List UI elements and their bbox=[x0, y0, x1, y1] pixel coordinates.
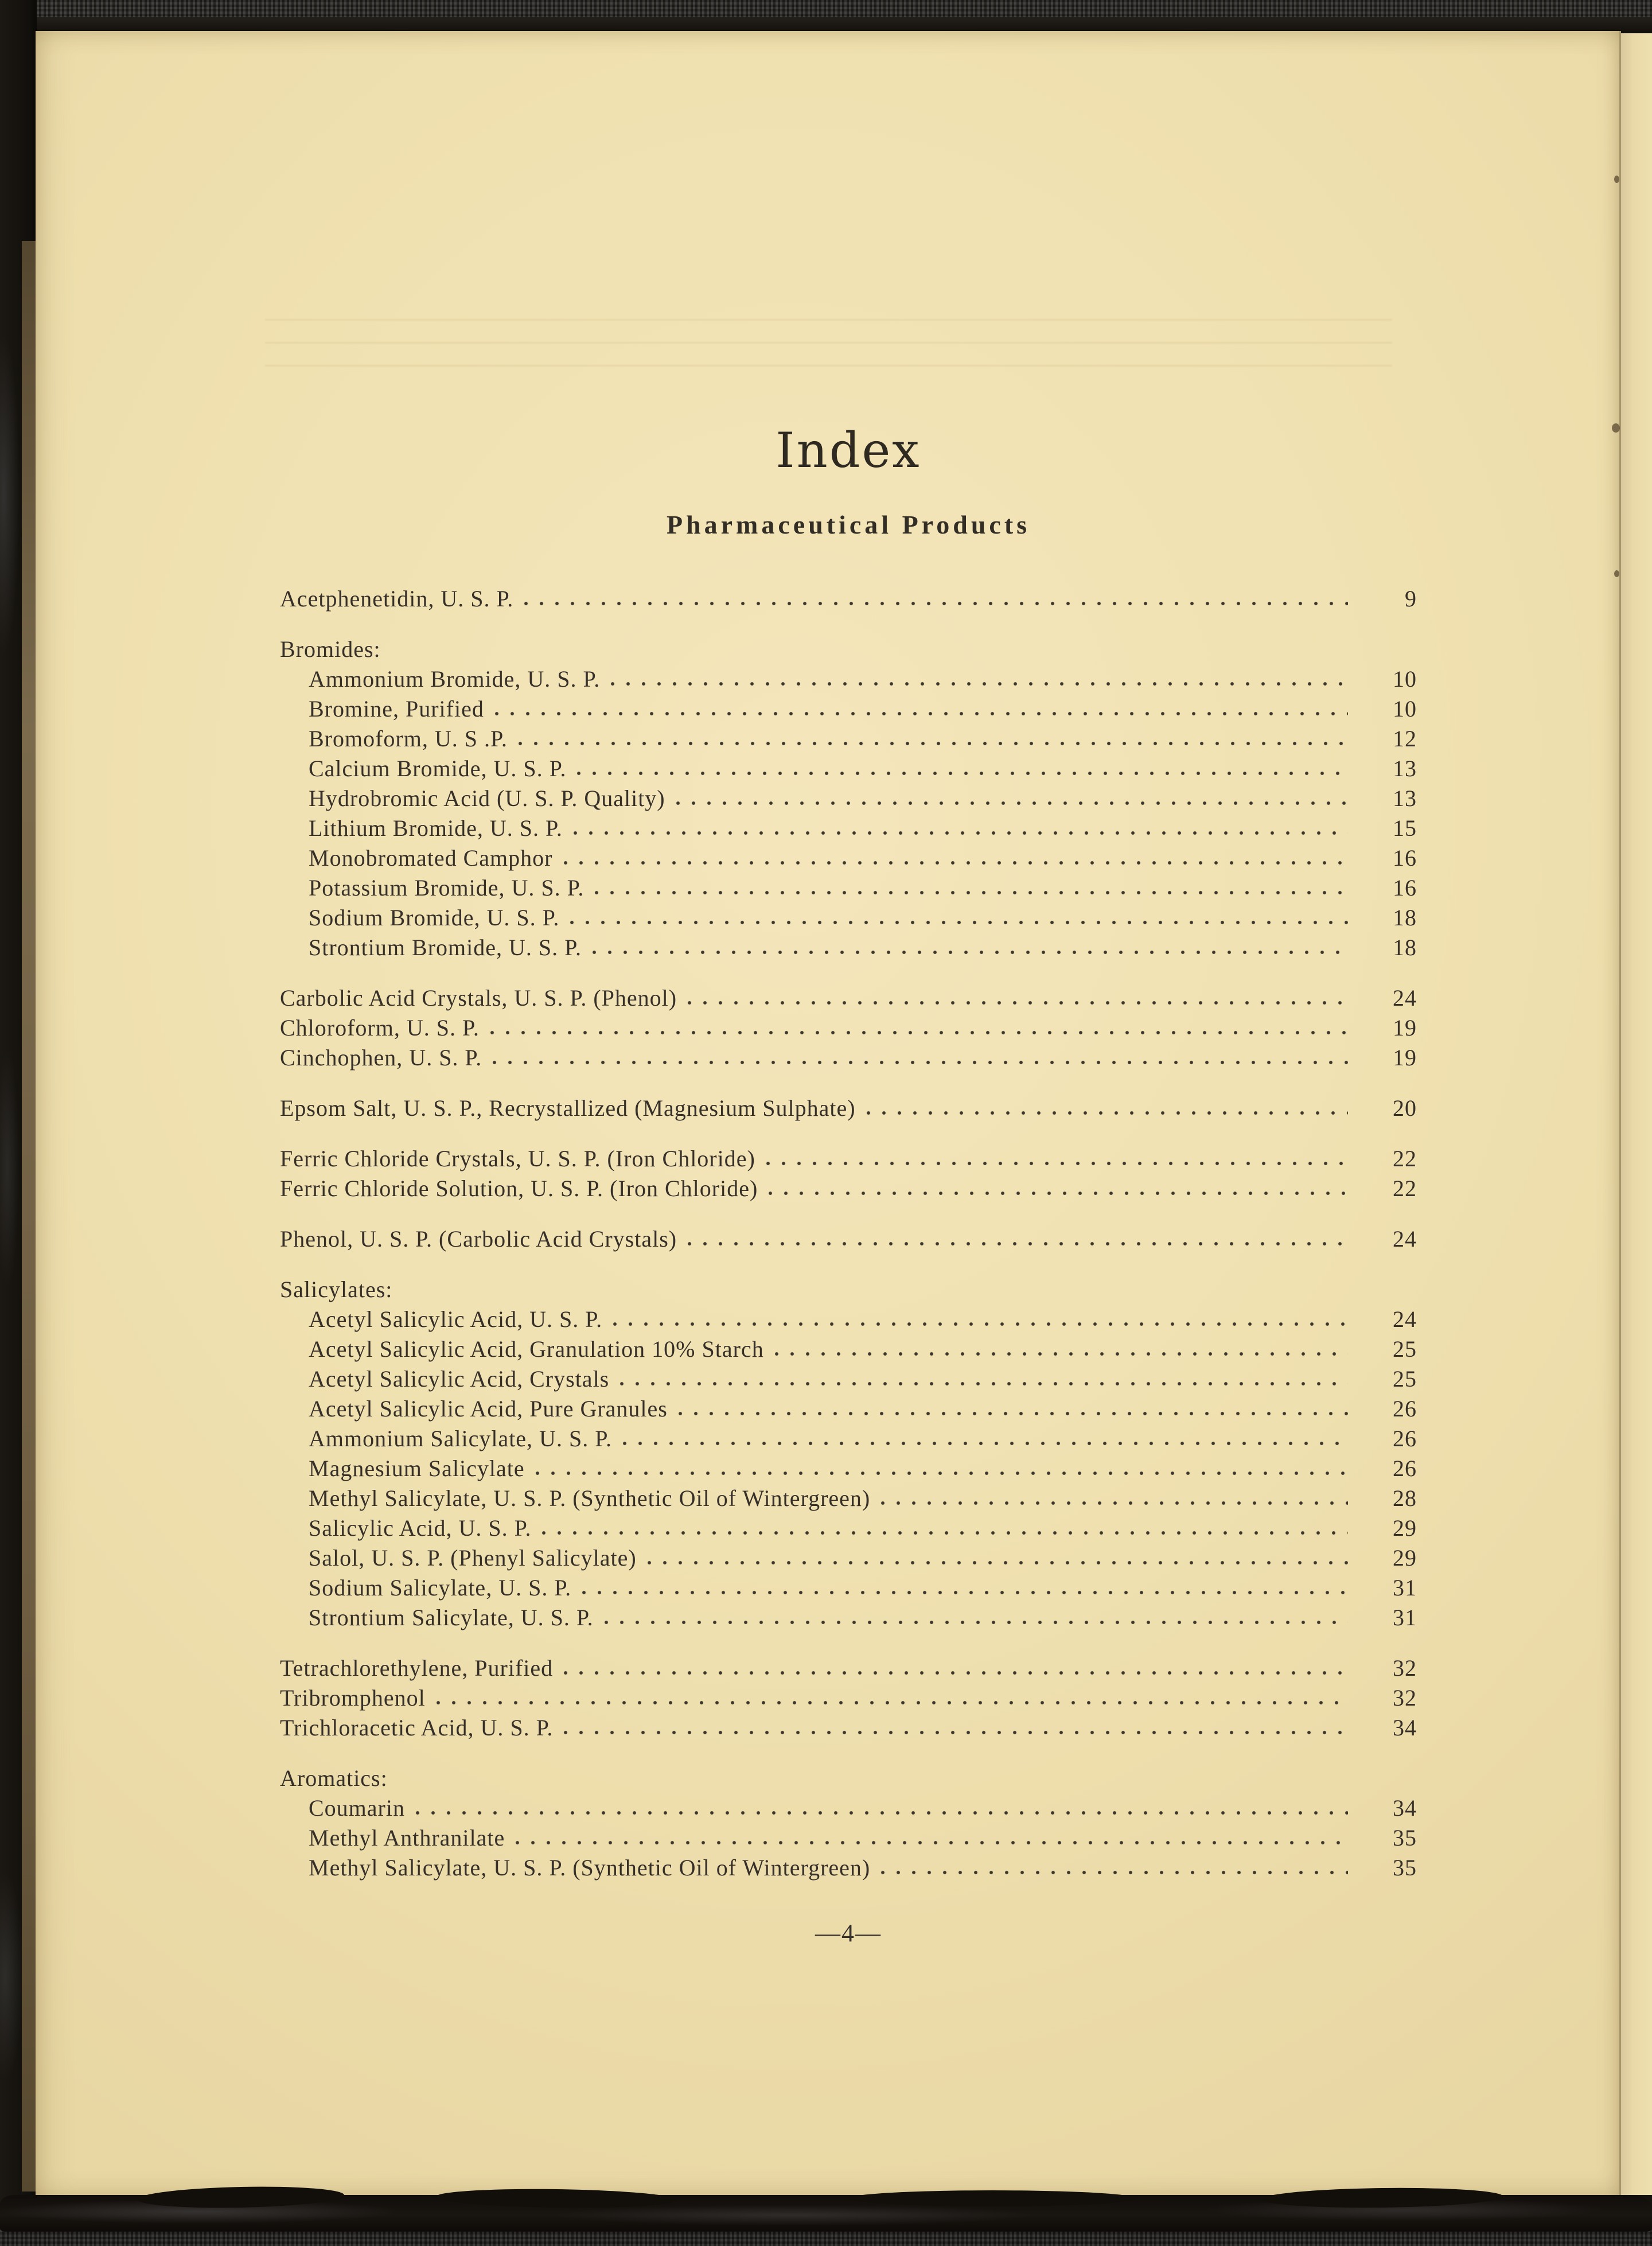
entry-page-number: 22 bbox=[1393, 1175, 1417, 1201]
index-entry-row bbox=[280, 1144, 1417, 1174]
dot-leader bbox=[582, 1573, 1348, 1603]
index-list bbox=[280, 584, 1417, 1883]
entry-label: Chloroform, U. S. P. bbox=[280, 1015, 480, 1041]
dot-leader bbox=[563, 1713, 1348, 1743]
entry-page-number: 32 bbox=[1393, 1685, 1417, 1711]
dot-leader bbox=[415, 1793, 1348, 1823]
index-entry-row bbox=[280, 983, 1417, 1013]
entry-page-number: 18 bbox=[1393, 935, 1417, 960]
entry-label: Methyl Salicylate, U. S. P. (Synthetic Oil of Wintergreen) bbox=[309, 1485, 871, 1511]
index-section bbox=[280, 635, 1417, 963]
index-entry-row bbox=[280, 1424, 1417, 1454]
entry-page-number: 18 bbox=[1393, 905, 1417, 931]
dot-leader bbox=[604, 1603, 1348, 1633]
section-heading: Salicylates: bbox=[280, 1276, 393, 1302]
entry-page-number: 9 bbox=[1405, 586, 1417, 612]
entry-page-number: 16 bbox=[1393, 845, 1417, 871]
index-entry-row bbox=[280, 903, 1417, 933]
dot-leader bbox=[620, 1364, 1348, 1394]
entry-page-number: 13 bbox=[1393, 785, 1417, 811]
dot-leader bbox=[563, 843, 1349, 873]
entry-label: Bromoform, U. S .P. bbox=[309, 726, 508, 752]
index-section bbox=[280, 983, 1417, 1073]
index-entry-row bbox=[280, 1793, 1417, 1823]
index-section bbox=[280, 1224, 1417, 1254]
entry-label: Ammonium Salicylate, U. S. P. bbox=[309, 1426, 612, 1451]
entry-label: Acetphenetidin, U. S. P. bbox=[280, 586, 514, 612]
entry-page-number: 19 bbox=[1393, 1015, 1417, 1041]
entry-page-number: 32 bbox=[1393, 1655, 1417, 1681]
entry-page-number: 29 bbox=[1393, 1515, 1417, 1541]
dot-leader bbox=[613, 1305, 1348, 1334]
index-entry-row bbox=[280, 724, 1417, 754]
index-entry-row bbox=[280, 664, 1417, 694]
dot-leader bbox=[594, 873, 1348, 903]
index-entry-row bbox=[280, 1043, 1417, 1073]
dot-leader bbox=[524, 584, 1348, 614]
index-section bbox=[280, 1093, 1417, 1123]
page-number-footer: —4— bbox=[815, 1919, 882, 1947]
dot-leader bbox=[687, 1224, 1348, 1254]
entry-label: Ferric Chloride Solution, U. S. P. (Iron Chloride) bbox=[280, 1175, 758, 1201]
dot-leader bbox=[676, 784, 1348, 813]
entry-label: Ferric Chloride Crystals, U. S. P. (Iron Chloride) bbox=[280, 1146, 755, 1171]
paper-blemish bbox=[1612, 423, 1620, 433]
index-entry-row bbox=[280, 1174, 1417, 1204]
book-page bbox=[36, 31, 1621, 2201]
index-section bbox=[280, 584, 1417, 614]
dot-leader bbox=[592, 933, 1348, 963]
dot-leader bbox=[436, 1683, 1348, 1713]
section-heading: Bromides: bbox=[280, 636, 381, 662]
index-entry-row bbox=[280, 1394, 1417, 1424]
entry-label: Trichloracetic Acid, U. S. P. bbox=[280, 1715, 554, 1741]
entry-label: Acetyl Salicylic Acid, Granulation 10% Starch bbox=[309, 1336, 764, 1362]
entry-page-number: 35 bbox=[1393, 1825, 1417, 1851]
index-entry-row bbox=[280, 1364, 1417, 1394]
section-heading: Aromatics: bbox=[280, 1765, 388, 1791]
entry-page-number: 35 bbox=[1393, 1855, 1417, 1881]
entry-page-number: 22 bbox=[1393, 1146, 1417, 1171]
index-entry-row bbox=[280, 1713, 1417, 1743]
dot-leader bbox=[518, 724, 1348, 754]
dot-leader bbox=[766, 1144, 1348, 1174]
index-entry-row bbox=[280, 1334, 1417, 1364]
entry-page-number: 34 bbox=[1393, 1795, 1417, 1821]
entry-page-number: 31 bbox=[1393, 1605, 1417, 1630]
paper-blemish bbox=[1614, 570, 1619, 577]
index-entry-row bbox=[280, 1823, 1417, 1853]
paper-blemish bbox=[1614, 176, 1619, 183]
dot-leader bbox=[880, 1853, 1348, 1883]
print-showthrough bbox=[265, 319, 1392, 387]
entry-page-number: 10 bbox=[1393, 666, 1417, 692]
entry-label: Methyl Anthranilate bbox=[309, 1825, 505, 1851]
index-entry-row bbox=[280, 754, 1417, 784]
entry-label: Calcium Bromide, U. S. P. bbox=[309, 756, 567, 781]
entry-label: Acetyl Salicylic Acid, U. S. P. bbox=[309, 1306, 603, 1332]
page-subtitle: Pharmaceutical Products bbox=[666, 510, 1031, 539]
dot-leader bbox=[678, 1394, 1348, 1424]
index-entry-row bbox=[280, 933, 1417, 963]
page-title: Index bbox=[776, 422, 921, 478]
entry-label: Salol, U. S. P. (Phenyl Salicylate) bbox=[309, 1545, 637, 1571]
entry-label: Ammonium Bromide, U. S. P. bbox=[309, 666, 601, 692]
index-entry-row bbox=[280, 1305, 1417, 1334]
dot-leader bbox=[573, 813, 1348, 843]
index-entry-row bbox=[280, 1454, 1417, 1484]
index-entry-row bbox=[280, 843, 1417, 873]
dot-leader bbox=[494, 694, 1348, 724]
dot-leader bbox=[768, 1174, 1348, 1204]
entry-label: Phenol, U. S. P. (Carbolic Acid Crystals) bbox=[280, 1226, 677, 1252]
entry-label: Carbolic Acid Crystals, U. S. P. (Phenol) bbox=[280, 985, 677, 1011]
entry-page-number: 19 bbox=[1393, 1045, 1417, 1071]
entry-label: Acetyl Salicylic Acid, Crystals bbox=[309, 1366, 610, 1392]
dot-leader bbox=[535, 1454, 1348, 1484]
index-entry-row bbox=[280, 694, 1417, 724]
entry-label: Strontium Salicylate, U. S. P. bbox=[309, 1605, 594, 1630]
dot-leader bbox=[563, 1653, 1348, 1683]
dot-leader bbox=[492, 1043, 1348, 1073]
entry-label: Strontium Bromide, U. S. P. bbox=[309, 935, 582, 960]
next-page-edge bbox=[1621, 33, 1652, 2195]
entry-page-number: 24 bbox=[1393, 985, 1417, 1011]
entry-page-number: 24 bbox=[1393, 1306, 1417, 1332]
index-section bbox=[280, 1275, 1417, 1633]
dot-leader bbox=[647, 1543, 1348, 1573]
entry-label: Methyl Salicylate, U. S. P. (Synthetic Oil of Wintergreen) bbox=[309, 1855, 871, 1881]
cover-cloth-texture-top bbox=[0, 0, 1652, 18]
index-section bbox=[280, 1144, 1417, 1204]
index-entry-row bbox=[280, 813, 1417, 843]
dot-leader bbox=[515, 1823, 1348, 1853]
dot-leader bbox=[622, 1424, 1348, 1454]
index-entry-row bbox=[280, 1853, 1417, 1883]
dot-leader bbox=[866, 1093, 1348, 1123]
entry-label: Epsom Salt, U. S. P., Recrystallized (Magnesium Sulphate) bbox=[280, 1095, 856, 1121]
entry-label: Sodium Bromide, U. S. P. bbox=[309, 905, 560, 931]
entry-page-number: 26 bbox=[1393, 1426, 1417, 1451]
entry-label: Cinchophen, U. S. P. bbox=[280, 1045, 482, 1071]
entry-page-number: 25 bbox=[1393, 1366, 1417, 1392]
index-entry-row bbox=[280, 784, 1417, 813]
page-content bbox=[280, 423, 1417, 1948]
entry-label: Monobromated Camphor bbox=[309, 845, 553, 871]
entry-label: Magnesium Salicylate bbox=[309, 1455, 525, 1481]
dot-leader bbox=[610, 664, 1348, 694]
dot-leader bbox=[576, 754, 1348, 784]
entry-page-number: 25 bbox=[1393, 1336, 1417, 1362]
entry-page-number: 26 bbox=[1393, 1396, 1417, 1422]
dot-leader bbox=[774, 1334, 1348, 1364]
index-entry-row bbox=[280, 1653, 1417, 1683]
entry-label: Tetrachlorethylene, Purified bbox=[280, 1655, 554, 1681]
page-stack-edge bbox=[22, 241, 37, 2191]
entry-label: Tribromphenol bbox=[280, 1685, 426, 1711]
index-entry-row bbox=[280, 1224, 1417, 1254]
dot-leader bbox=[490, 1013, 1348, 1043]
dot-leader bbox=[880, 1484, 1348, 1513]
entry-page-number: 31 bbox=[1393, 1575, 1417, 1601]
index-section bbox=[280, 1653, 1417, 1743]
entry-label: Lithium Bromide, U. S. P. bbox=[309, 815, 563, 841]
index-entry-row bbox=[280, 584, 1417, 614]
index-entry-row bbox=[280, 1513, 1417, 1543]
dot-leader bbox=[687, 983, 1348, 1013]
entry-label: Acetyl Salicylic Acid, Pure Granules bbox=[309, 1396, 668, 1422]
index-entry-row bbox=[280, 1484, 1417, 1513]
index-entry-row bbox=[280, 1013, 1417, 1043]
index-entry-row bbox=[280, 1603, 1417, 1633]
entry-page-number: 10 bbox=[1393, 696, 1417, 722]
entry-label: Coumarin bbox=[309, 1795, 405, 1821]
index-entry-row bbox=[280, 873, 1417, 903]
entry-page-number: 12 bbox=[1393, 726, 1417, 752]
entry-page-number: 16 bbox=[1393, 875, 1417, 901]
entry-label: Hydrobromic Acid (U. S. P. Quality) bbox=[309, 785, 665, 811]
entry-label: Potassium Bromide, U. S. P. bbox=[309, 875, 585, 901]
index-entry-row bbox=[280, 1543, 1417, 1573]
entry-label: Sodium Salicylate, U. S. P. bbox=[309, 1575, 572, 1601]
cover-leather-bump bbox=[849, 2190, 1136, 2206]
entry-page-number: 15 bbox=[1393, 815, 1417, 841]
entry-page-number: 28 bbox=[1393, 1485, 1417, 1511]
entry-label: Salicylic Acid, U. S. P. bbox=[309, 1515, 532, 1541]
entry-page-number: 26 bbox=[1393, 1455, 1417, 1481]
entry-page-number: 29 bbox=[1393, 1545, 1417, 1571]
index-entry-row bbox=[280, 1573, 1417, 1603]
entry-label: Bromine, Purified bbox=[309, 696, 484, 722]
entry-page-number: 24 bbox=[1393, 1226, 1417, 1252]
entry-page-number: 20 bbox=[1393, 1095, 1417, 1121]
index-entry-row bbox=[280, 1683, 1417, 1713]
index-section bbox=[280, 1764, 1417, 1883]
dot-leader bbox=[570, 903, 1348, 933]
index-entry-row bbox=[280, 1093, 1417, 1123]
entry-page-number: 13 bbox=[1393, 756, 1417, 781]
dot-leader bbox=[541, 1513, 1348, 1543]
entry-page-number: 34 bbox=[1393, 1715, 1417, 1741]
